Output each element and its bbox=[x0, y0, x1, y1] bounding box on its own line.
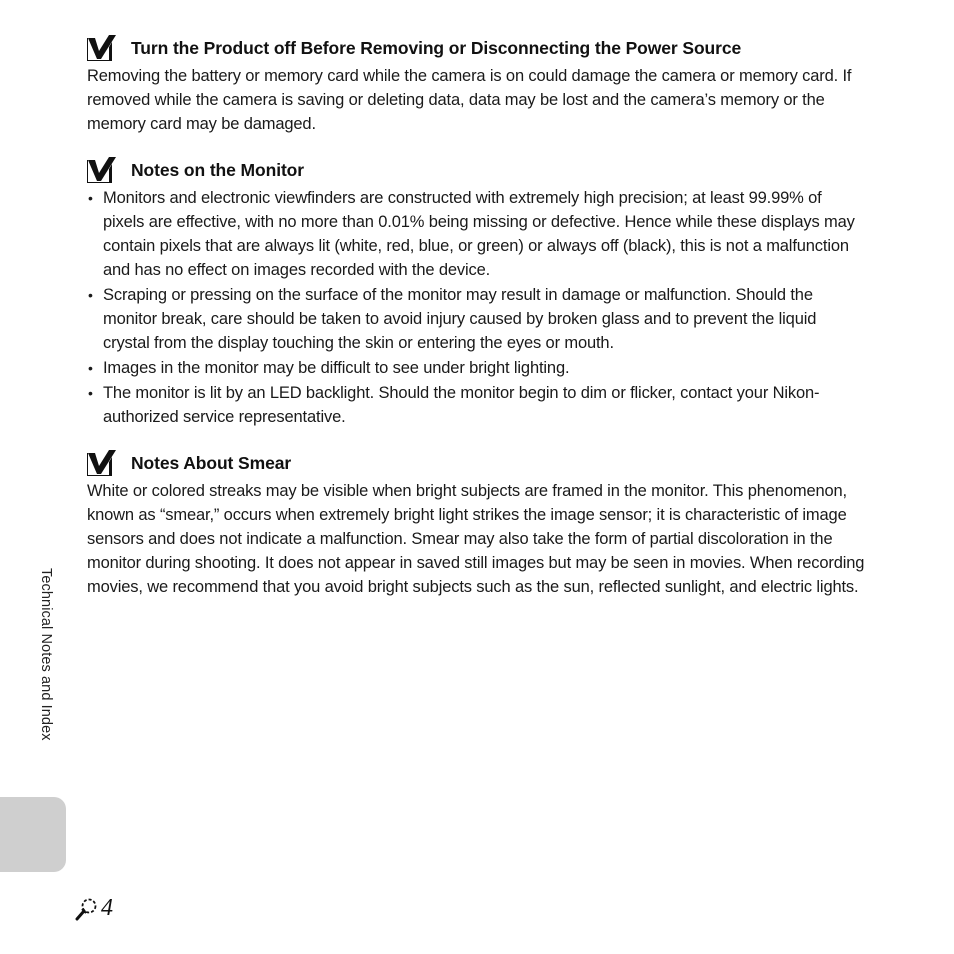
section-heading-text: Notes About Smear bbox=[131, 452, 292, 473]
section-power-source bbox=[87, 34, 867, 136]
section-smear-notes bbox=[87, 449, 867, 599]
list-item bbox=[87, 356, 867, 380]
caution-check-icon bbox=[87, 450, 117, 476]
section-heading-text: Notes on the Monitor bbox=[131, 159, 304, 180]
list-item-text: Scraping or pressing on the surface of the monitor may result in damage or malfunction. Should the monitor break, care should be taken to avoid injury caused by broken glass and to prevent the liquid crystal from the display touching the skin or entering the eyes or mouth. bbox=[103, 286, 817, 352]
section-heading bbox=[87, 34, 867, 62]
section-paragraph: Removing the battery or memory card while the camera is on could damage the camera or memory card. If removed while the camera is saving or deleting data, data may be lost and the camera’s memory or the memory card may be damaged. bbox=[87, 67, 852, 133]
section-heading bbox=[87, 449, 867, 477]
section-heading bbox=[87, 156, 867, 184]
side-tab-label: Technical Notes and Index bbox=[38, 568, 54, 741]
page-number-text: 4 bbox=[101, 894, 113, 921]
bullet-list bbox=[87, 186, 867, 429]
list-item bbox=[87, 283, 867, 355]
caution-check-icon bbox=[87, 157, 117, 183]
side-tab[interactable] bbox=[0, 797, 66, 872]
bullet-glyph: • bbox=[88, 385, 93, 401]
list-item-text: Images in the monitor may be difficult to see under bright lighting. bbox=[103, 359, 570, 377]
page-number bbox=[74, 893, 113, 923]
section-heading-text: Turn the Product off Before Removing or Disconnecting the Power Source bbox=[131, 37, 742, 58]
caution-check-icon bbox=[87, 35, 117, 61]
section-monitor-notes bbox=[87, 156, 867, 429]
bullet-glyph: • bbox=[88, 360, 93, 376]
list-item bbox=[87, 381, 867, 429]
list-item-text: Monitors and electronic viewfinders are constructed with extremely high precision; at least 99.99% of pixels are effective, with no more than 0.01% being missing or defective. Hence while these displays may contain pixels that are always lit (white, red, blue, or green) or always off (black), this is not a malfunction and has no effect on images recorded with the device. bbox=[103, 189, 855, 279]
technical-notes-icon bbox=[74, 895, 100, 921]
page-content bbox=[87, 34, 867, 599]
bullet-glyph: • bbox=[88, 287, 93, 303]
section-paragraph: White or colored streaks may be visible when bright subjects are framed in the monitor. This phenomenon, known as “smear,” occurs when extremely bright light strikes the image sensor; it is characteristic of image sensors and does not indicate a malfunction. Smear may also take the form of partial discoloration in the monitor during shooting. It does not appear in saved still images but may be seen in movies. When recording movies, we recommend that you avoid bright subjects such as the sun, reflected sunlight, and electric lights. bbox=[87, 482, 865, 596]
list-item-text: The monitor is lit by an LED backlight. Should the monitor begin to dim or flicker, contact your Nikon-authorized service representative. bbox=[103, 384, 820, 426]
list-item bbox=[87, 186, 867, 282]
bullet-glyph: • bbox=[88, 190, 93, 206]
